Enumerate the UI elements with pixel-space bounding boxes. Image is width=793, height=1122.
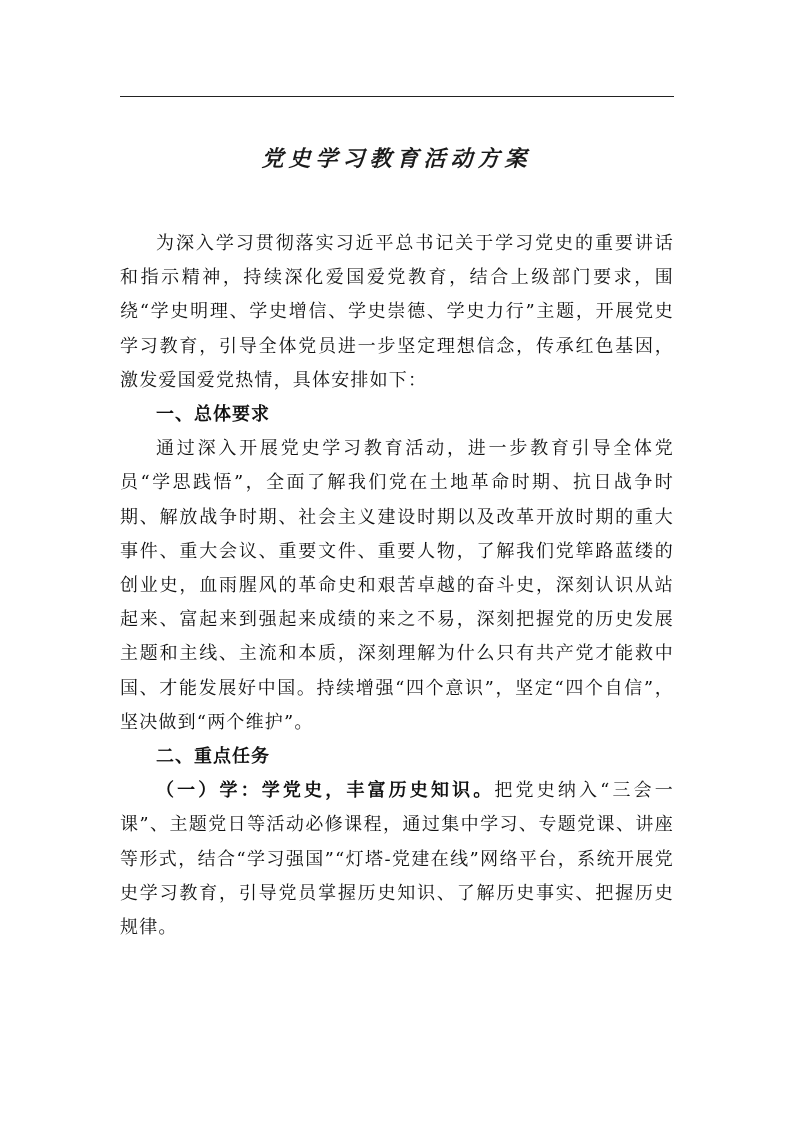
intro-paragraph: 为深入学习贯彻落实习近平总书记关于学习党史的重要讲话和指示精神，持续深化爱国爱党教育，结合上级部门要求，围绕“学史明理、学史增信、学史崇德、学史力行”主题，开展党史学习教育，引导全体党员进一步坚定理想信念，传承红色基因，激发爱国爱党热情，具体安排如下：	[120, 233, 674, 391]
section2-heading: 二、重点任务	[156, 746, 270, 768]
section2-item1-paragraph	[120, 774, 674, 945]
section2-item1-lead: （一）学：学党史，丰富历史知识。	[156, 780, 495, 802]
section2-item1-body: 把党史纳入“三会一课”、主题党日等活动必修课程，通过集中学习、专题党课、讲座等形式，结合“学习强国”“灯塔-党建在线”网络平台，系统开展党史学习教育，引导党员掌握历史知识、了解历史事实、把握历史规律。	[120, 780, 674, 939]
section1-paragraph: 通过深入开展党史学习教育活动，进一步教育引导全体党员“学思践悟”，全面了解我们党在土地革命时期、抗日战争时期、解放战争时期、社会主义建设时期以及改革开放时期的重大事件、重大会议、重要文件、重要人物，了解我们党筚路蓝缕的创业史，血雨腥风的革命史和艰苦卓越的奋斗史，深刻认识从站起来、富起来到强起来成绩的来之不易，深刻把握党的历史发展主题和主线、主流和本质，深刻理解为什么只有共产党才能救中国、才能发展好中国。持续增强“四个意识”，坚定“四个自信”，坚决做到“两个维护”。	[120, 438, 674, 733]
header-rule	[120, 96, 674, 97]
document-title: 党史学习教育活动方案	[261, 146, 532, 172]
section1-heading: 一、总体要求	[156, 404, 270, 426]
document-body	[120, 227, 674, 945]
